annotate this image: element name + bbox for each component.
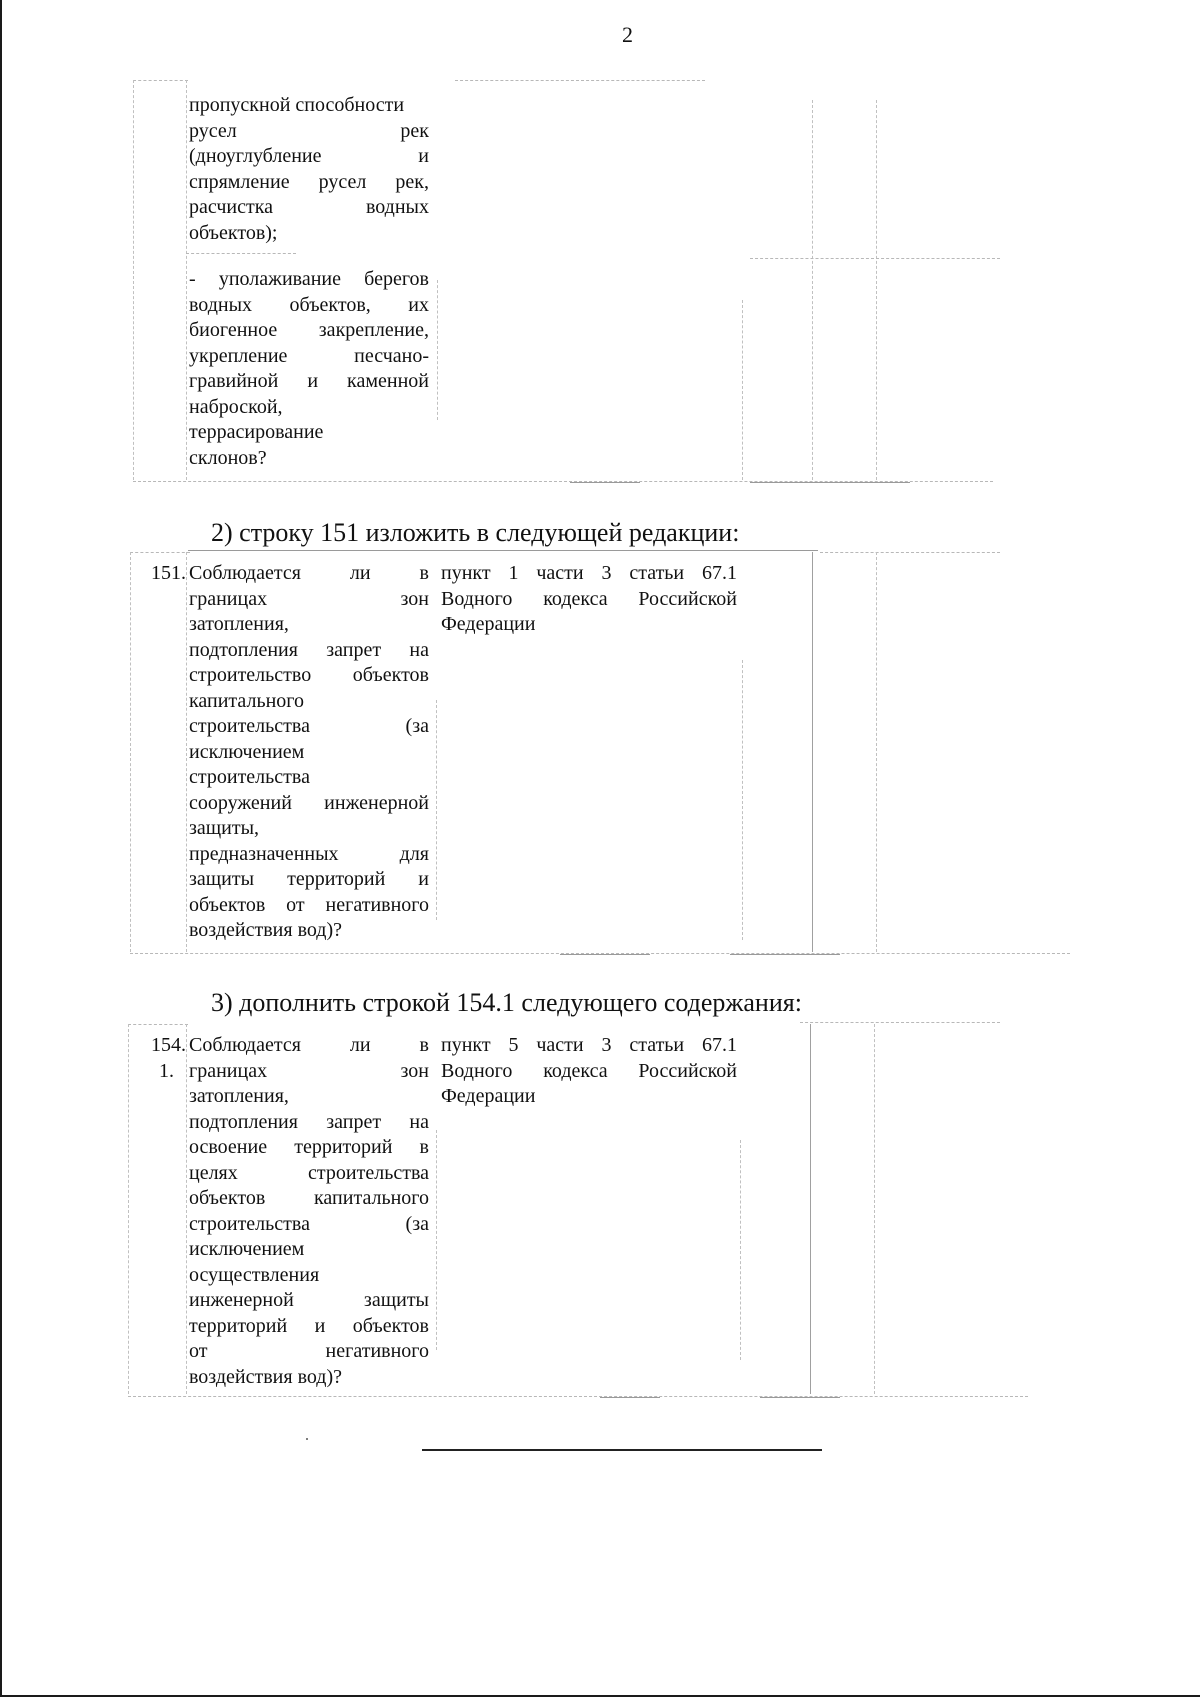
text-line: наброской, — [189, 395, 283, 418]
text-line: исключением — [189, 1238, 305, 1260]
text-line: капитального — [189, 689, 304, 712]
text-line: биогенное закрепление, — [189, 319, 429, 341]
page-border — [0, 0, 2, 1697]
text-line: защиты, — [189, 817, 260, 839]
text-line: объектов капитального — [189, 1187, 429, 1209]
text-line: затопления, — [189, 613, 289, 635]
text-line: склонов? — [189, 446, 267, 469]
text-line: сооружений инженерной — [189, 791, 429, 814]
table-border — [876, 100, 877, 480]
table-border — [810, 1024, 811, 1394]
table-border — [812, 100, 813, 480]
table-border — [128, 1396, 1028, 1397]
text-line: воздействия вод)? — [189, 1365, 343, 1388]
text-line: защиты территорий и — [189, 868, 429, 890]
legal-reference — [441, 1033, 737, 1110]
text-line: объектов от негативного — [189, 893, 429, 916]
text-line: водных объектов, их — [189, 293, 429, 316]
row-number: 151. — [151, 562, 186, 584]
text-line: Соблюдается ли в — [189, 1034, 429, 1056]
text-line: пропускной способности — [189, 94, 405, 116]
section-heading: 3) дополнить строкой 154.1 следующего содержания: — [211, 988, 802, 1017]
table-border — [133, 80, 134, 480]
text-line: осуществления — [189, 1263, 320, 1286]
text-line: затопления, — [189, 1085, 289, 1107]
page-number: 2 — [622, 22, 633, 47]
text-line: освоение территорий в — [189, 1136, 429, 1158]
table-border — [436, 1130, 437, 1350]
table-border — [742, 660, 743, 940]
row-number — [128, 1033, 186, 1084]
footer-separator-line — [422, 1449, 822, 1451]
table-border — [730, 954, 840, 955]
text-line: инженерной защиты — [189, 1289, 429, 1311]
table-border — [800, 1022, 1000, 1023]
table-border — [130, 552, 190, 553]
text-line: пункт 5 части 3 статьи 67.1 — [441, 1034, 737, 1056]
question-text — [189, 561, 429, 944]
table-border — [812, 552, 813, 952]
scan-speck — [306, 1438, 308, 1440]
section-heading: 2) строку 151 изложить в следующей редакции: — [211, 518, 740, 547]
table-border — [130, 552, 131, 952]
text-line: целях строительства — [189, 1161, 429, 1184]
table-border — [874, 1024, 875, 1394]
text-line: укрепление песчано- — [189, 344, 429, 367]
table-border — [186, 80, 187, 480]
text-line: гравийной и каменной — [189, 370, 429, 392]
text-line: объектов); — [189, 221, 278, 244]
text-line: расчистка водных — [189, 196, 429, 218]
question-text — [189, 1033, 429, 1390]
text-line: строительство объектов — [189, 664, 429, 686]
text-line: от негативного — [189, 1340, 429, 1362]
text-line: Федерации — [441, 613, 536, 635]
table-border — [436, 700, 437, 920]
text-line: строительства — [189, 766, 310, 788]
legal-reference — [441, 561, 737, 638]
text-line: строительства (за — [189, 715, 429, 737]
table-border — [750, 482, 910, 483]
text-line: Водного кодекса Российской — [441, 587, 737, 610]
text-line: подтопления запрет на — [189, 1110, 429, 1133]
table-border — [455, 80, 705, 81]
table-border — [740, 1140, 741, 1360]
text-line: территорий и объектов — [189, 1314, 429, 1337]
row-number-part: 1. — [159, 1059, 174, 1082]
table-border — [186, 1024, 187, 1394]
text-line: пункт 1 части 3 статьи 67.1 — [441, 562, 737, 584]
text-line: террасирование — [189, 421, 324, 443]
table-border — [820, 552, 1000, 553]
text-line: исключением — [189, 740, 305, 763]
table-border — [186, 253, 296, 254]
table-border — [876, 552, 877, 952]
table-border — [750, 258, 1000, 259]
table-border — [570, 482, 640, 483]
table-border — [600, 1397, 660, 1398]
text-line: предназначенных для — [189, 842, 429, 865]
text-line: строительства (за — [189, 1212, 429, 1235]
text-line: Федерации — [441, 1085, 536, 1107]
question-text — [189, 267, 429, 471]
text-line: воздействия вод)? — [189, 919, 343, 941]
text-line: Соблюдается ли в — [189, 562, 429, 584]
text-line: - уполаживание берегов — [189, 268, 429, 290]
table-border — [560, 954, 650, 955]
text-line: границах зон — [189, 587, 429, 610]
table-border — [188, 550, 818, 551]
question-text — [189, 93, 429, 246]
table-border — [742, 300, 743, 480]
table-border — [760, 1397, 840, 1398]
text-line: (дноуглубление и — [189, 145, 429, 167]
table-border — [133, 80, 188, 81]
text-line: Водного кодекса Российской — [441, 1059, 737, 1082]
text-line: русел рек — [189, 119, 429, 142]
row-number-part: 154. — [151, 1034, 186, 1056]
text-line: границах зон — [189, 1059, 429, 1082]
table-border — [128, 1024, 188, 1025]
text-line: спрямление русел рек, — [189, 170, 429, 193]
table-border — [186, 552, 187, 952]
table-border — [437, 280, 438, 420]
text-line: подтопления запрет на — [189, 638, 429, 661]
